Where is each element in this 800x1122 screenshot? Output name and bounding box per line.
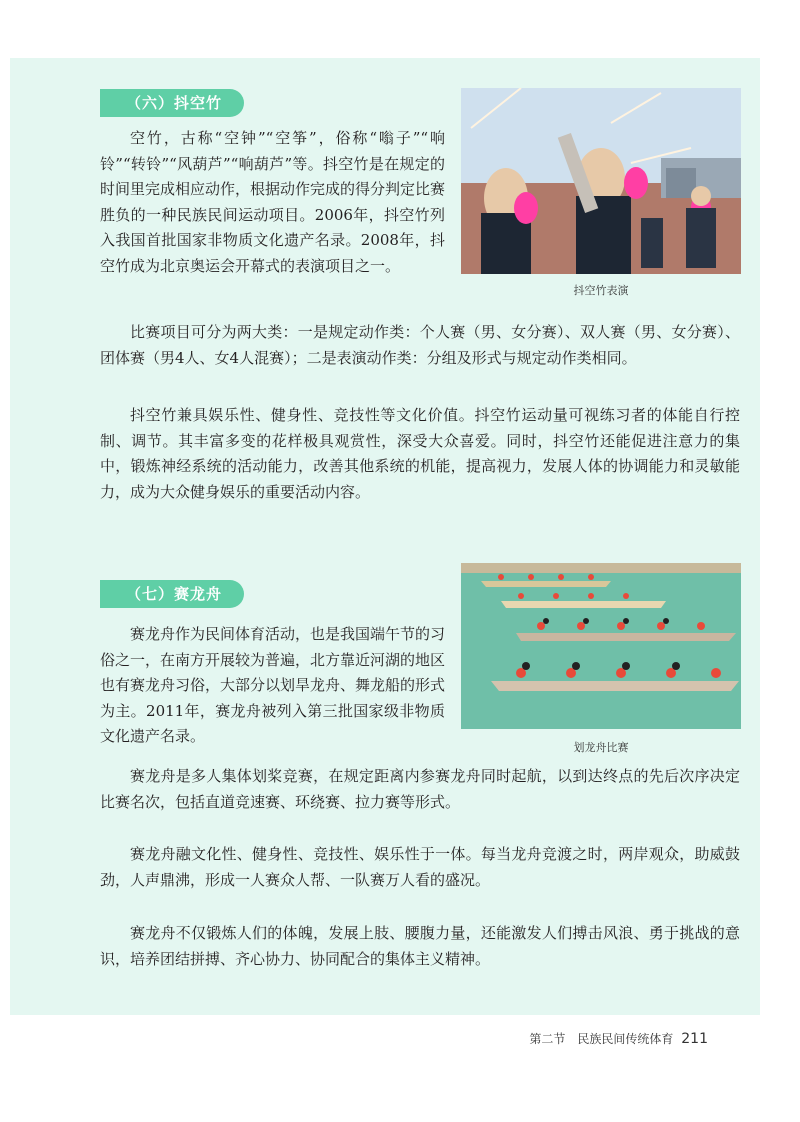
photo-caption-diabolo: 抖空竹表演 bbox=[573, 284, 629, 297]
paragraph: 空竹，古称“空钟”“空筝”，俗称“嗡子”“响铃”“转铃”“风葫芦”“响葫芦”等。抖空竹是在规定的时间里完成相应动作，根据动作完成的得分判定比赛胜负的一种民族民间运动项目。2006年，抖空竹列入我国首批国家非物质文化遗产名录。2008年，抖空竹成为北京奥运会开幕式的表演项目之一。 bbox=[100, 129, 446, 275]
paragraph: 赛龙舟作为民间体育活动，也是我国端午节的习俗之一，在南方开展较为普遍，北方靠近河湖的地区也有赛龙舟习俗，大部分以划旱龙舟、舞龙船的形式为主。2011年，赛龙舟被列入第三批国家级非物质文化遗产名录。 bbox=[100, 625, 446, 745]
paragraph: 赛龙舟是多人集体划桨竞赛，在规定距离内参赛龙舟同时起航，以到达终点的先后次序决定比赛名次，包括直道竞速赛、环绕赛、拉力赛等形式。 bbox=[100, 767, 740, 811]
page-number: 211 bbox=[681, 1031, 708, 1047]
page-footer bbox=[529, 1030, 708, 1047]
section-heading-diabolo: （六）抖空竹 bbox=[100, 89, 244, 117]
diabolo-performance-photo bbox=[461, 88, 741, 274]
paragraph: 赛龙舟不仅锻炼人们的体魄，发展上肢、腰腹力量，还能激发人们搏击风浪、勇于挑战的意识，培养团结拼搏、齐心协力、协同配合的集体主义精神。 bbox=[100, 924, 740, 968]
paragraph: 赛龙舟融文化性、健身性、竞技性、娱乐性于一体。每当龙舟竞渡之时，两岸观众，助威鼓劲，人声鼎沸，形成一人赛众人帮、一队赛万人看的盛况。 bbox=[100, 845, 740, 889]
section-heading-dragon-boat: （七）赛龙舟 bbox=[100, 580, 244, 608]
paragraph: 比赛项目可分为两大类：一是规定动作类：个人赛（男、女分赛）、双人赛（男、女分赛）、团体赛（男4人、女4人混赛）；二是表演动作类：分组及形式与规定动作类相同。 bbox=[100, 323, 740, 367]
dragon-boat-race-photo bbox=[461, 563, 741, 729]
photo-caption-dragon-boat: 划龙舟比赛 bbox=[573, 741, 629, 754]
paragraph: 抖空竹兼具娱乐性、健身性、竞技性等文化价值。抖空竹运动量可视练习者的体能自行控制、调节。其丰富多变的花样极具观赏性，深受大众喜爱。同时，抖空竹还能促进注意力的集中，锻炼神经系统的活动能力，改善其他系统的机能，提高视力，发展人体的协调能力和灵敏能力，成为大众健身娱乐的重要活动内容。 bbox=[100, 406, 740, 501]
footer-section-title: 第二节 民族民间传统体育 bbox=[529, 1032, 674, 1046]
